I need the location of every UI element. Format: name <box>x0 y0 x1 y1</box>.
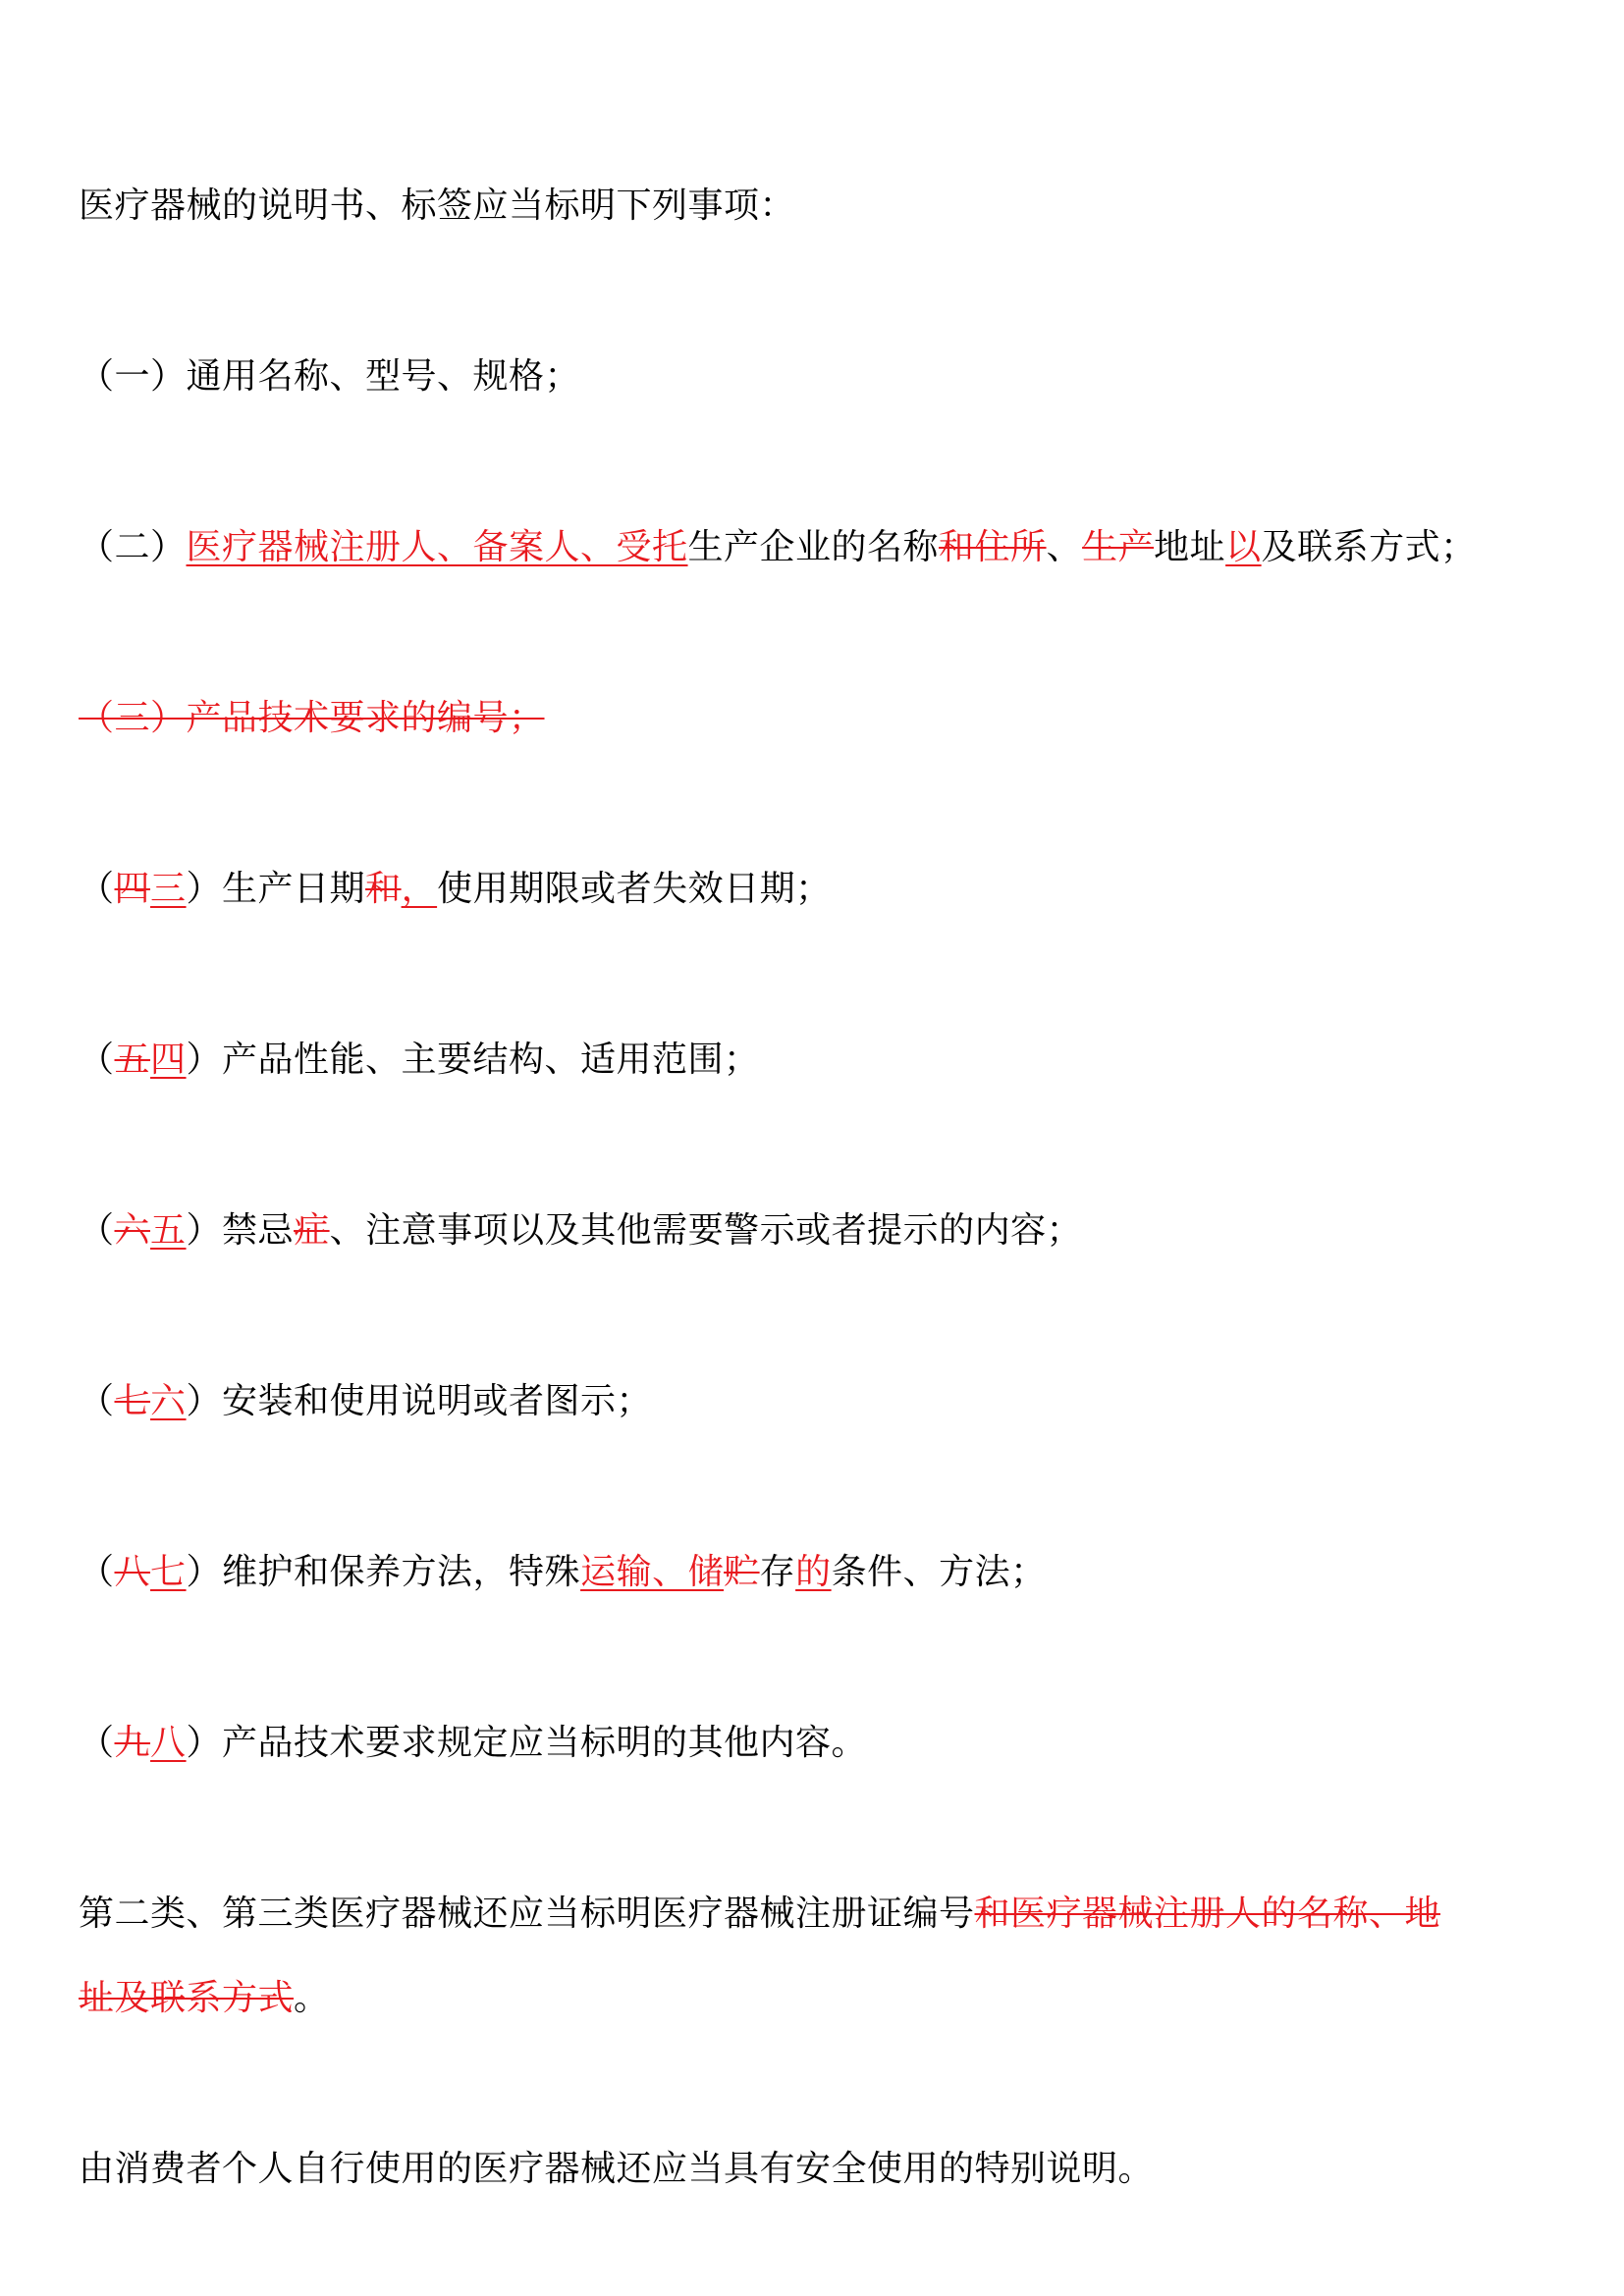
item-4-open: （ <box>79 869 115 909</box>
item-2-deletion: 和住所 <box>939 527 1047 567</box>
intro-line <box>79 183 795 230</box>
item-8-open: （ <box>79 1552 115 1592</box>
item-4-insertion: ， <box>401 869 438 909</box>
item-9-open: （ <box>79 1723 115 1763</box>
item-3-line-deleted <box>79 695 545 742</box>
item-5-text: ）产品性能、主要结构、适用范围； <box>186 1040 760 1080</box>
item-2-text: 、 <box>1046 527 1083 567</box>
item-4-line <box>79 866 832 913</box>
item-7-inserted-number: 六 <box>150 1381 187 1421</box>
item-2-insertion: 以 <box>1225 527 1262 567</box>
item-8-inserted-number: 七 <box>150 1552 187 1592</box>
item-9-inserted-number: 八 <box>150 1723 187 1763</box>
item-1-line <box>79 353 580 400</box>
paragraph-2-line-1 <box>79 1891 1440 1938</box>
paragraph-2-text: 第二类、第三类医疗器械还应当标明医疗器械注册证编号 <box>79 1894 975 1934</box>
paragraph-2-deletion: 和医疗器械注册人的名称、地 <box>974 1894 1441 1934</box>
item-9-text: ）产品技术要求规定应当标明的其他内容。 <box>186 1723 868 1763</box>
item-6-deleted-number: 六 <box>114 1210 151 1251</box>
paragraph-3-line <box>79 2146 1154 2193</box>
item-9-line <box>79 1720 867 1767</box>
item-4-inserted-number: 三 <box>150 869 187 909</box>
item-7-open: （ <box>79 1381 115 1421</box>
item-8-text: 存 <box>759 1552 796 1592</box>
item-8-line <box>79 1549 1047 1596</box>
intro-text: 医疗器械的说明书、标签应当标明下列事项： <box>79 186 796 226</box>
paragraph-2-deletion: 址及联系方式 <box>79 1978 295 2018</box>
paragraph-3-text: 由消费者个人自行使用的医疗器械还应当具有安全使用的特别说明。 <box>79 2149 1155 2189</box>
item-5-open: （ <box>79 1040 115 1080</box>
item-6-text: ）禁忌 <box>186 1210 295 1251</box>
item-7-line <box>79 1378 652 1425</box>
item-6-open: （ <box>79 1210 115 1251</box>
item-7-text: ）安装和使用说明或者图示； <box>186 1381 653 1421</box>
item-4-text: 使用期限或者失效日期； <box>437 869 832 909</box>
item-8-deletion: 贮 <box>724 1552 760 1592</box>
item-2-text: 生产企业的名称 <box>687 527 940 567</box>
item-8-text: 条件、方法； <box>831 1552 1047 1592</box>
item-2-deletion: 生产 <box>1082 527 1155 567</box>
item-8-insertion: 的 <box>795 1552 832 1592</box>
item-4-deletion: 和 <box>365 869 402 909</box>
item-9-deleted-number: 九 <box>114 1723 151 1763</box>
item-6-text: 、注意事项以及其他需要警示或者提示的内容； <box>329 1210 1083 1251</box>
paragraph-2-end: 。 <box>294 1978 330 2018</box>
item-2-prefix: （二） <box>79 527 187 567</box>
item-5-line <box>79 1037 760 1084</box>
item-2-text: 地址 <box>1154 527 1226 567</box>
item-6-inserted-number: 五 <box>150 1210 187 1251</box>
item-4-text: ）生产日期 <box>186 869 366 909</box>
item-2-line <box>79 524 1477 571</box>
item-8-deleted-number: 八 <box>114 1552 151 1592</box>
paragraph-2-line-2 <box>79 1975 330 2022</box>
item-2-insertion: 医疗器械注册人、备案人、受托 <box>186 527 688 567</box>
item-4-deleted-number: 四 <box>114 869 151 909</box>
item-6-deletion: 症 <box>294 1210 330 1251</box>
item-5-deleted-number: 五 <box>114 1040 151 1080</box>
item-6-line <box>79 1207 1082 1255</box>
item-2-text: 及联系方式； <box>1261 527 1477 567</box>
item-3-deleted-text: （三）产品技术要求的编号； <box>79 698 545 738</box>
item-5-inserted-number: 四 <box>150 1040 187 1080</box>
item-1-text: （一）通用名称、型号、规格； <box>79 356 581 397</box>
item-7-deleted-number: 七 <box>114 1381 151 1421</box>
item-8-insertion: 运输、储 <box>580 1552 725 1592</box>
item-8-text: ）维护和保养方法，特殊 <box>186 1552 581 1592</box>
